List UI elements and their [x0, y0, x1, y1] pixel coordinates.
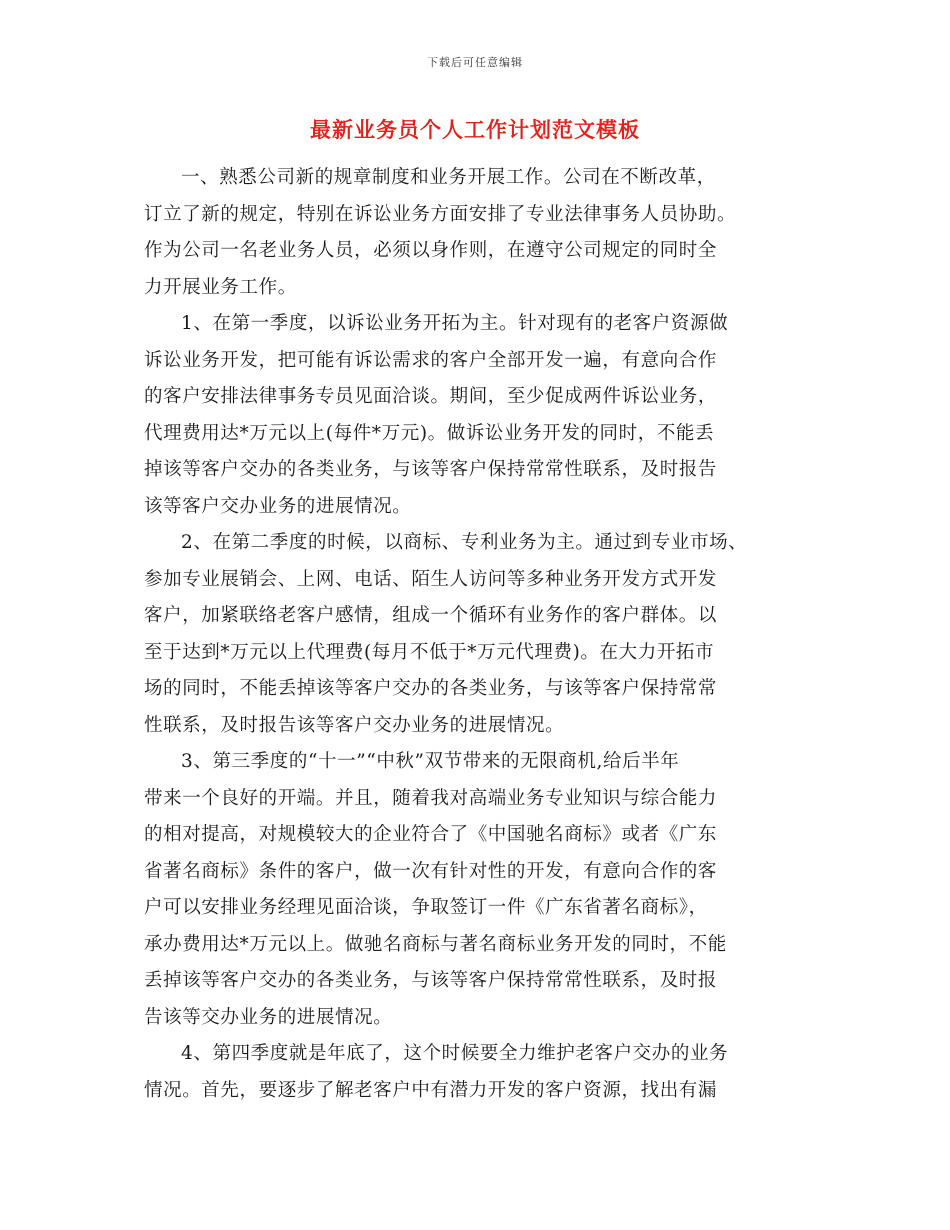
text-line: 的客户安排法律事务专员见面洽谈。期间，至少促成两件诉讼业务， — [144, 386, 718, 407]
text-line: 订立了新的规定，特别在诉讼业务方面安排了专业法律事务人员协助。 — [144, 203, 737, 225]
text-line: 诉讼业务开发，把可能有诉讼需求的客户全部开发一遍，有意向合作 — [144, 349, 718, 371]
text-line: 掉该等客户交办的各类业务，与该等客户保持常常性联系，及时报告 — [144, 459, 718, 480]
text-line: 3、第三季度的“十一”“中秋”双节带来的无限商机,给后半年 — [181, 751, 680, 772]
text-line: 省著名商标》条件的客户，做一次有针对性的开发，有意向合作的客 — [144, 860, 718, 882]
text-line: 作为公司一名老业务人员，必须以身作则，在遵守公司规定的同时全 — [144, 240, 718, 261]
text-line: 参加专业展销会、上网、电话、陌生人访问等多种业务开发方式开发 — [144, 568, 718, 590]
text-line: 一、熟悉公司新的规章制度和业务开展工作。公司在不断改革， — [181, 167, 716, 188]
document-title: 最新业务员个人工作计划范文模板 — [310, 117, 640, 142]
text-line: 力开展业务工作。 — [144, 276, 297, 298]
text-line: 代理费用达*万元以上(每件*万元)。做诉讼业务开发的同时，不能丢 — [144, 422, 715, 444]
text-line: 性联系，及时报告该等客户交办业务的进展情况。 — [144, 714, 565, 736]
text-line: 带来一个良好的开端。并且，随着我对高端业务专业知识与综合能力 — [144, 787, 718, 809]
text-line: 场的同时，不能丢掉该等客户交办的各类业务，与该等客户保持常常 — [144, 678, 718, 699]
page-header-note: 下载后可任意编辑 — [427, 56, 523, 69]
text-line: 该等客户交办业务的进展情况。 — [144, 495, 412, 517]
text-line: 1、在第一季度，以诉讼业务开拓为主。针对现有的老客户资源做 — [181, 313, 729, 334]
text-line: 的相对提高，对规模较大的企业符合了《中国驰名商标》或者《广东 — [144, 824, 718, 845]
text-line: 客户，加紧联络老客户感情，组成一个循环有业务作的客户群体。以 — [144, 605, 718, 626]
text-line: 承办费用达*万元以上。做驰名商标与著名商标业务开发的同时，不能 — [144, 933, 727, 955]
text-line: 户可以安排业务经理见面洽谈，争取签订一件《广东省著名商标》， — [144, 897, 708, 918]
text-line: 至于达到*万元以上代理费(每月不低于*万元代理费)。在大力开拓市 — [144, 641, 715, 663]
text-line: 告该等交办业务的进展情况。 — [144, 1006, 393, 1028]
document-body — [144, 160, 808, 1109]
text-line: 4、第四季度就是年底了，这个时候要全力维护老客户交办的业务 — [181, 1043, 729, 1064]
text-line: 2、在第二季度的时候，以商标、专利业务为主。通过到专业市场、 — [181, 532, 748, 553]
text-line: 丢掉该等客户交办的各类业务，与该等客户保持常常性联系，及时报 — [144, 970, 718, 991]
text-line: 情况。首先，要逐步了解老客户中有潜力开发的客户资源，找出有漏 — [144, 1079, 718, 1101]
